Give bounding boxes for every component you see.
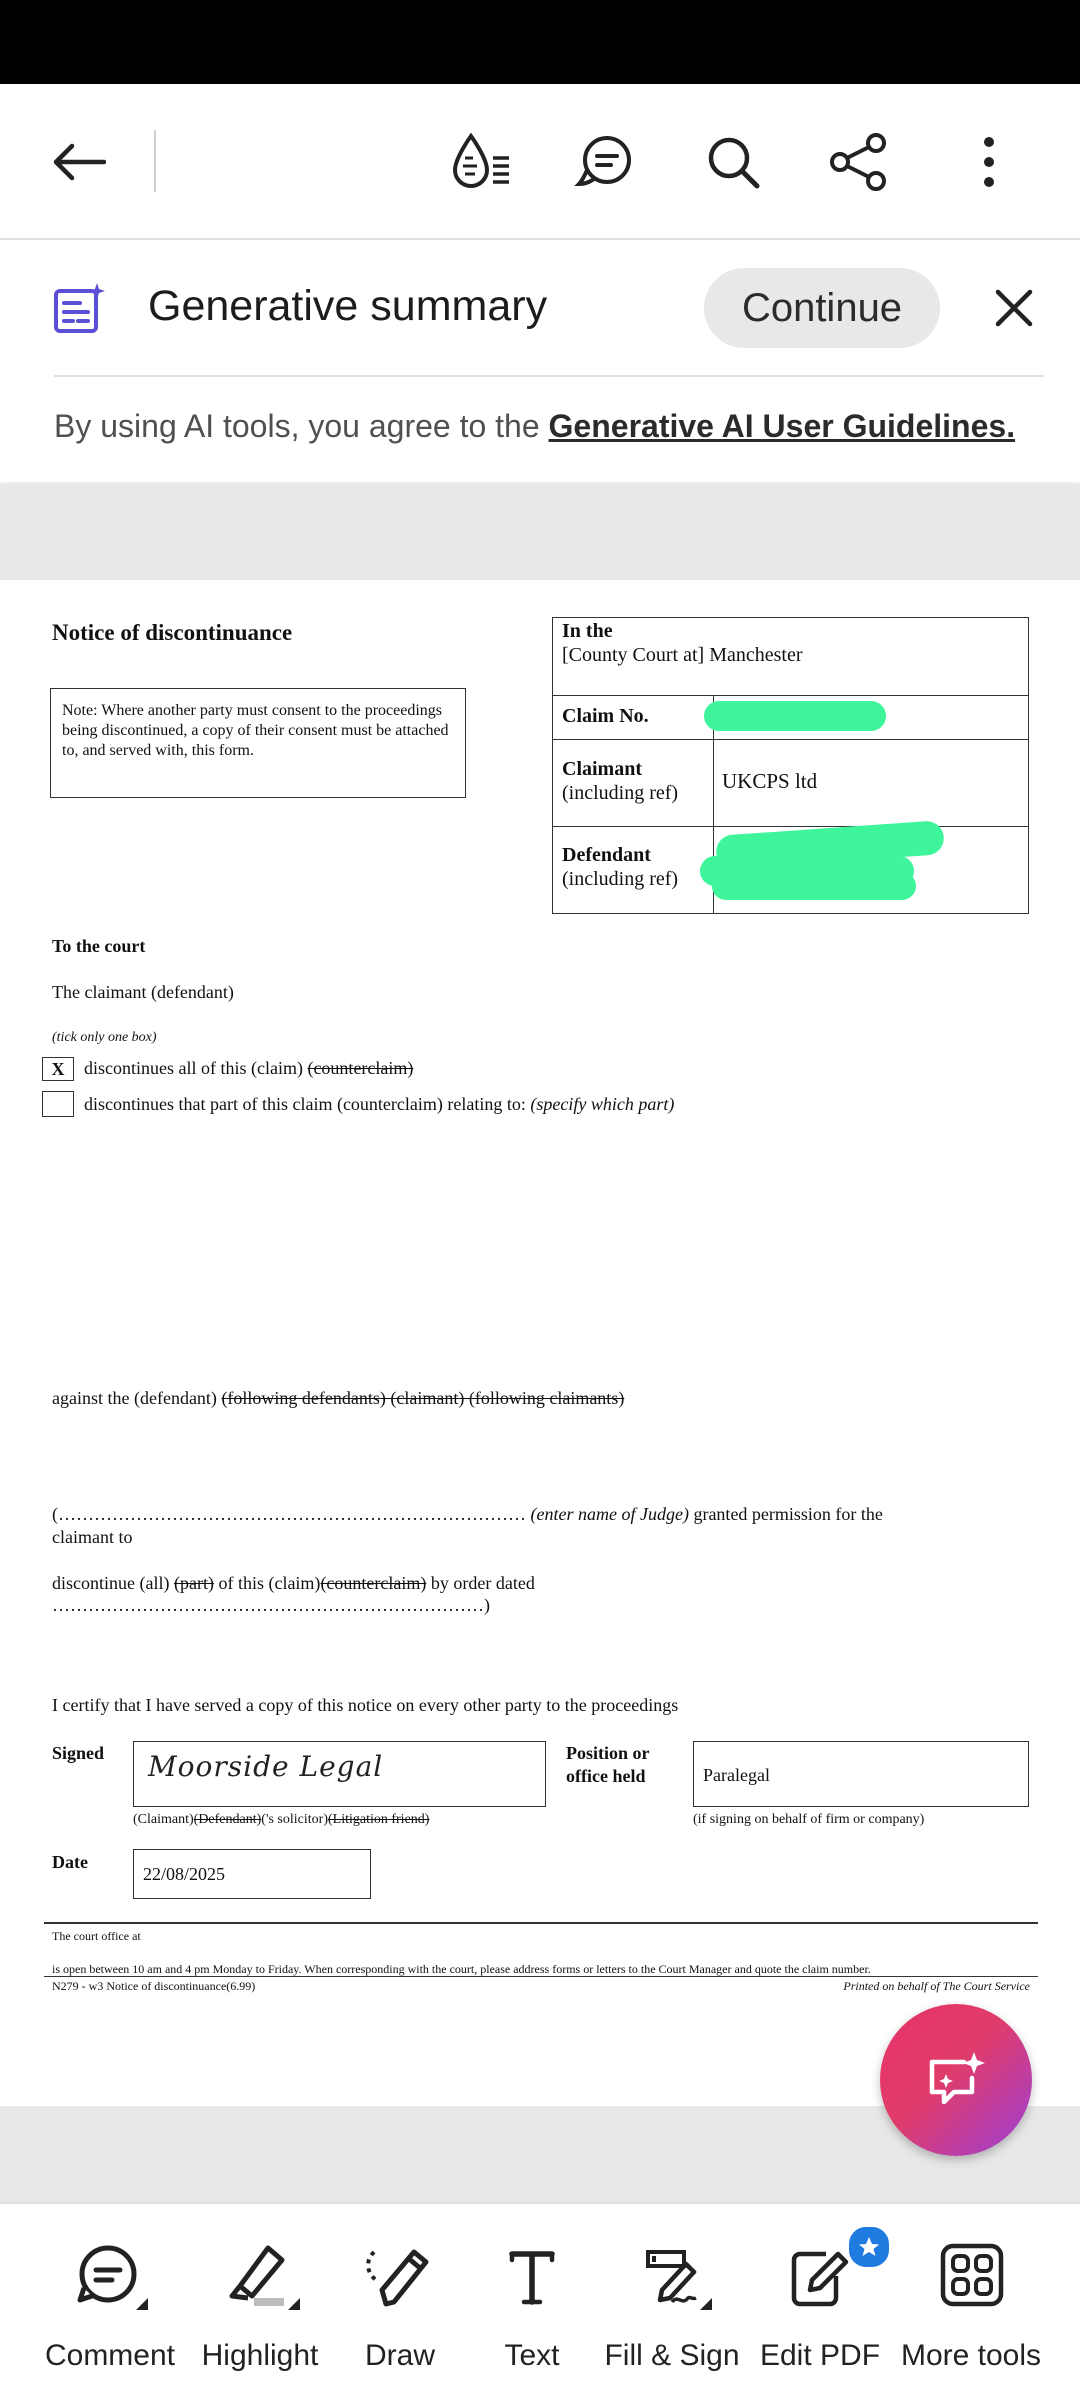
signature-caption	[133, 1812, 429, 1828]
claimant-label: Claimant	[562, 758, 642, 780]
ai-summary-icon	[52, 280, 108, 336]
doc-title: Notice of discontinuance	[52, 620, 293, 645]
panel-divider	[54, 375, 1044, 377]
fill-sign-icon	[632, 2240, 712, 2312]
tool-more-tools-label: More tools	[900, 2339, 1042, 2372]
tool-fill-sign-label: Fill & Sign	[604, 2339, 740, 2372]
discontinue-part-checkbox[interactable]	[42, 1091, 74, 1117]
claimant-value: UKCPS ltd	[722, 769, 818, 793]
counterclaim-struck: (counterclaim)	[307, 1058, 414, 1078]
tool-fill-sign[interactable]	[602, 2240, 742, 2373]
footer-rule-2	[44, 1976, 1038, 1977]
tool-highlight[interactable]	[190, 2240, 330, 2373]
more-tools-icon	[931, 2240, 1011, 2312]
generative-summary-title: Generative summary	[148, 282, 548, 330]
certify-statement: I certify that I have served a copy of this notice on every other party to the proceedings	[52, 1695, 679, 1715]
date-label: Date	[52, 1852, 88, 1872]
caption-solicitor: ('s solicitor)	[261, 1812, 328, 1827]
more-vertical-icon[interactable]	[956, 124, 1022, 200]
claimant-ref-label: (including ref)	[562, 782, 679, 804]
ai-chat-sparkle-icon	[924, 2048, 988, 2112]
form-code: N279 - w3 Notice of discontinuance(6.99)	[52, 1979, 256, 1993]
disc-text-1: discontinue (all)	[52, 1573, 174, 1593]
judge-line-2: claimant to	[52, 1527, 133, 1547]
tool-text-label: Text	[504, 2339, 560, 2372]
tool-draw[interactable]	[330, 2240, 470, 2373]
disc-text-3: by order dated	[426, 1573, 535, 1593]
redaction-defendant-3	[712, 872, 916, 900]
premium-star-badge	[846, 2224, 892, 2270]
comment-bubble-icon[interactable]	[570, 124, 640, 200]
judge-dots: (……………………………………………………………………	[52, 1504, 526, 1524]
pdf-page	[0, 580, 1080, 2106]
star-icon	[857, 2235, 881, 2259]
discontinue-order-line	[52, 1573, 535, 1594]
ai-terms-notice	[54, 408, 1015, 445]
to-court-label: To the court	[52, 936, 146, 956]
caption-claimant: (Claimant)	[133, 1812, 194, 1827]
tool-comment-label: Comment	[44, 2339, 176, 2372]
top-toolbar	[0, 84, 1080, 240]
discontinue-part-text	[84, 1094, 674, 1115]
note-text: Note: Where another party must consent to the proceedings being discontinued, a copy of their consent must be attached to, and served with, this form.	[62, 702, 449, 759]
footer-rule	[44, 1922, 1038, 1924]
tool-more-tools[interactable]	[896, 2240, 1046, 2373]
tool-comment[interactable]	[40, 2240, 180, 2373]
terms-prefix: By using AI tools, you agree to the	[54, 408, 549, 444]
judge-hint: (enter name of Judge)	[526, 1504, 689, 1524]
signed-label: Signed	[52, 1743, 105, 1763]
highlight-icon	[220, 2240, 300, 2312]
opening-hours: is open between 10 am and 4 pm Monday to Friday. When corresponding with the court, please address forms or letters to the Court Manager and quote the claim number.	[52, 1962, 871, 1976]
status-bar	[0, 0, 1080, 84]
against-line	[52, 1388, 624, 1409]
counterclaim-struck-2: (counterclaim)	[320, 1573, 427, 1593]
court-office-label: The court office at	[52, 1929, 141, 1943]
draw-icon	[360, 2240, 440, 2312]
tool-edit-pdf-label: Edit PDF	[759, 2339, 881, 2372]
claimant-defendant-label: The claimant (defendant)	[52, 982, 234, 1002]
specify-part-hint: (specify which part)	[530, 1094, 675, 1114]
disc-text-2: of this (claim)	[213, 1573, 321, 1593]
against-struck: (following defendants) (claimant) (following claimants)	[221, 1388, 625, 1408]
date-value: 22/08/2025	[143, 1864, 226, 1884]
defendant-label: Defendant	[562, 844, 651, 866]
search-icon[interactable]	[698, 124, 768, 200]
text-icon	[492, 2240, 572, 2312]
order-date-dots: ………………………………………………………………)	[52, 1595, 490, 1615]
continue-button[interactable]: Continue	[704, 268, 940, 348]
page-gap-top	[0, 484, 1080, 580]
discontinue-part-label: discontinues that part of this claim (counterclaim) relating to:	[84, 1094, 531, 1114]
tool-highlight-label: Highlight	[201, 2339, 319, 2372]
position-label-2: office held	[566, 1766, 646, 1786]
tick-instruction: (tick only one box)	[52, 1030, 157, 1045]
position-value: Paralegal	[703, 1765, 770, 1785]
read-aloud-icon[interactable]	[446, 124, 516, 200]
claim-no-label: Claim No.	[562, 705, 649, 727]
redaction-claim-no	[704, 701, 886, 731]
judge-line	[52, 1504, 1012, 1525]
defendant-ref-label: (including ref)	[562, 868, 679, 890]
comment-icon	[70, 2240, 150, 2312]
caption-defendant-struck: (Defendant)	[193, 1812, 262, 1827]
against-label: against the (defendant)	[52, 1388, 222, 1408]
judge-permission: granted permission for the	[688, 1504, 883, 1524]
court-name: [County Court at] Manchester	[562, 644, 803, 666]
in-the-label: In the	[562, 620, 613, 642]
caption-litigation-struck: (Litigation friend)	[327, 1812, 430, 1827]
back-arrow-icon[interactable]	[40, 124, 116, 200]
toolbar-divider	[154, 130, 156, 192]
tool-draw-label: Draw	[364, 2339, 435, 2372]
discontinue-all-checkbox[interactable]: X	[42, 1057, 74, 1081]
tool-text[interactable]	[462, 2240, 602, 2373]
position-caption: (if signing on behalf of firm or company)	[693, 1812, 925, 1827]
close-icon[interactable]	[982, 276, 1046, 340]
discontinue-all-text	[84, 1058, 413, 1079]
signature-text: Moorside Legal	[148, 1750, 384, 1783]
position-label-1: Position or	[566, 1743, 650, 1763]
ai-guidelines-link[interactable]: Generative AI User Guidelines.	[548, 408, 1016, 444]
share-icon[interactable]	[824, 124, 894, 200]
part-struck: (part)	[173, 1573, 214, 1593]
printed-on-behalf: Printed on behalf of The Court Service	[843, 1979, 1030, 1993]
ai-assistant-button[interactable]	[880, 2004, 1032, 2156]
discontinue-all-label: discontinues all of this (claim)	[84, 1058, 308, 1078]
